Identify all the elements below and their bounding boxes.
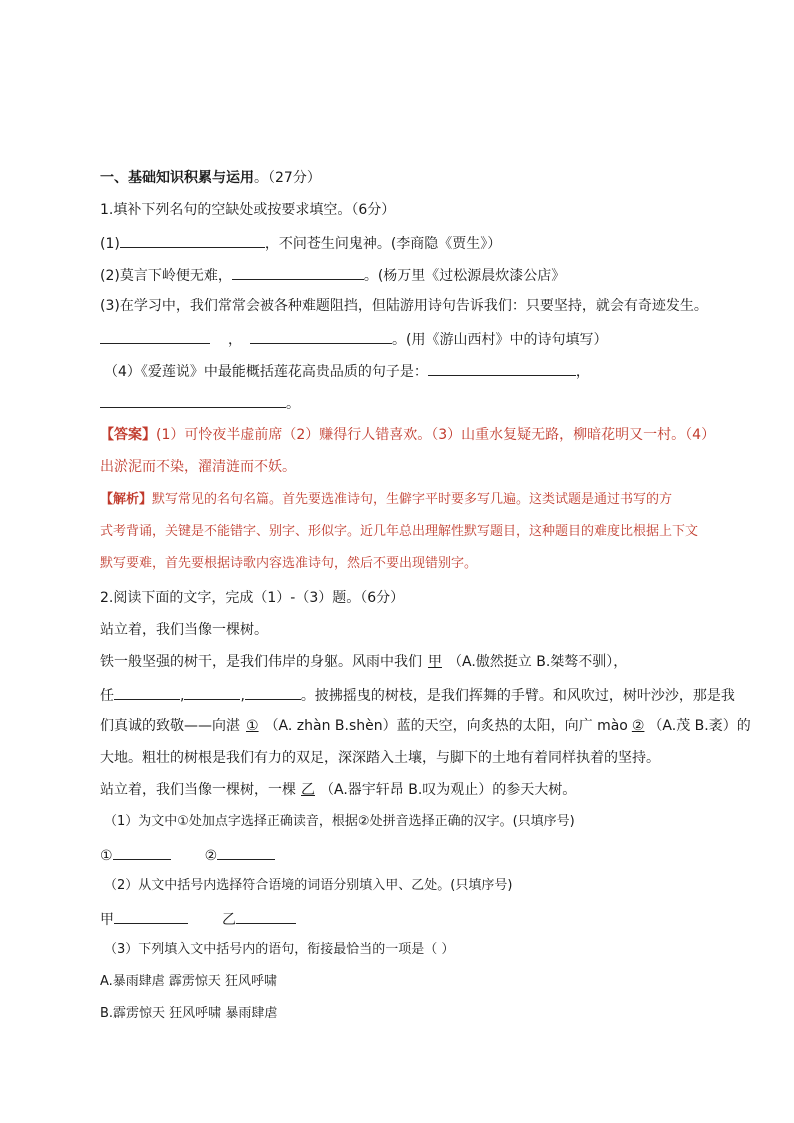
passage-text: 们真诚的致敬——向湛 xyxy=(100,718,240,734)
answer-blank[interactable] xyxy=(428,360,576,376)
passage-text: （A.器宇轩昂 B.叹为观止）的参天大树。 xyxy=(320,782,577,798)
q2-sub2: （2）从文中括号内选择符合语境的词语分别填入甲、乙处。(只填序号) xyxy=(104,878,513,893)
q1-item4 xyxy=(104,360,724,382)
comma: ， xyxy=(575,364,590,380)
q1-item1 xyxy=(100,232,720,254)
passage-text: 任 xyxy=(100,688,114,704)
comma: ， xyxy=(228,332,242,348)
answer-blank[interactable] xyxy=(120,232,265,248)
q2-sub1: （1）为文中①处加点字选择正确读音，根据②处拼音选择正确的汉字。(只填序号) xyxy=(104,814,575,829)
q2-p6 xyxy=(100,780,720,800)
q2-sub3: （3）下列填入文中括号内的语句，衔接最恰当的一项是（ ） xyxy=(104,942,455,957)
analysis-line3: 默写要难，首先要根据诗歌内容选准诗句，然后不要出现错别字。 xyxy=(100,556,478,571)
label-2: ② xyxy=(204,848,218,864)
answer-blank[interactable] xyxy=(250,328,392,344)
option-b[interactable]: B.霹雳惊天 狂风呼啸 暴雨肆虐 xyxy=(100,1006,278,1021)
q1-item4-cont xyxy=(100,392,720,414)
item-text: （4）《爱莲说》中最能概括莲花高贵品质的句子是： xyxy=(104,364,428,380)
q2-sub2-answers xyxy=(100,908,720,930)
section-title: 一、基础知识积累与运用 xyxy=(100,170,254,186)
item-tail: 。(杨万里《过松源晨炊漆公店》 xyxy=(363,268,566,284)
q2-p3: 任 , , 。披拂摇曳的树枝，是我们挥舞的手臂。和风吹过，树叶沙沙，那是我 xyxy=(100,684,720,706)
answer-tag: 【答案】 xyxy=(100,427,156,443)
analysis-tag: 【解析】 xyxy=(100,492,153,507)
passage-text: （A. zhàn B.shèn）蓝的天空，向炙热的太阳，向广 mào xyxy=(264,718,628,734)
q2-sub1-answers xyxy=(100,844,720,866)
q2-p2 xyxy=(100,652,720,672)
answer-blank[interactable] xyxy=(114,684,180,700)
q2-title: 2.阅读下面的文字，完成（1）-（3）题。（6分） xyxy=(100,590,405,606)
option-a[interactable]: A.暴雨肆虐 霹雳惊天 狂风呼啸 xyxy=(100,974,278,989)
q2-p5: 大地。粗壮的树根是我们有力的双足，深深踏入土壤，与脚下的土地有着同样执着的坚持。 xyxy=(100,750,660,766)
answer-line2: 出淤泥而不染，濯清涟而不妖。 xyxy=(100,459,296,475)
marker-2: ② xyxy=(631,718,645,734)
item-text: ，不问苍生问鬼神。(李商隐《贾生》） xyxy=(264,236,502,252)
q1-item2 xyxy=(100,264,720,286)
answer-line1 xyxy=(100,425,720,445)
q1-item3-answer xyxy=(100,328,720,350)
passage-text: 。披拂摇曳的树枝，是我们挥舞的手臂。和风吹过，树叶沙沙，那是我 xyxy=(300,688,735,704)
section-score: 。（27分） xyxy=(254,170,321,186)
blank-jia[interactable]: 甲 xyxy=(428,654,442,670)
label-1: ① xyxy=(100,848,113,864)
answer-blank[interactable] xyxy=(114,908,188,924)
answer-blank[interactable] xyxy=(236,908,296,924)
label-yi: 乙 xyxy=(222,912,236,928)
passage-text: 铁一般坚强的树干，是我们伟岸的身躯。风雨中我们 xyxy=(100,654,422,670)
item-text: (2)莫言下岭便无难， xyxy=(100,268,232,284)
section-heading xyxy=(100,168,720,188)
answer-blank[interactable] xyxy=(100,328,210,344)
q2-p1: 站立着，我们当像一棵树。 xyxy=(100,622,268,638)
period: 。 xyxy=(286,396,300,412)
analysis-line2: 式考背诵，关键是不能错字、别字、形似字。近几年总出理解性默写题目，这种题目的难度比根据上下文 xyxy=(100,524,699,539)
answer-text: (1）可怜夜半虚前席（2）赚得行人错喜欢。（3）山重水复疑无路，柳暗花明又一村。（4） xyxy=(156,427,716,443)
q1-item3: (3)在学习中，我们常常会被各种难题阻挡，但陆游用诗句告诉我们：只要坚持，就会有奇迹发生。 xyxy=(100,298,708,314)
answer-blank[interactable] xyxy=(100,392,286,408)
passage-text: （A.傲然挺立 B.桀骜不驯）， xyxy=(448,654,628,670)
answer-blank[interactable] xyxy=(184,684,240,700)
item-tail: 。(用《游山西村》中的诗句填写） xyxy=(392,332,608,348)
answer-blank[interactable] xyxy=(232,264,364,280)
passage-text: 站立着，我们当像一棵树，一棵 xyxy=(100,782,296,798)
blank-yi[interactable]: 乙 xyxy=(301,782,315,798)
marker-1: ① xyxy=(246,718,259,734)
q2-p4 xyxy=(100,716,751,736)
answer-blank[interactable] xyxy=(217,844,275,860)
label-jia: 甲 xyxy=(100,912,114,928)
passage-text: （A.茂 B.袤）的 xyxy=(648,718,751,734)
answer-blank[interactable] xyxy=(245,684,301,700)
analysis-text: 默写常见的名句名篇。首先要选准诗句，生僻字平时要多写几遍。这类试题是通过书写的方 xyxy=(152,492,673,507)
analysis-line1 xyxy=(100,490,720,510)
answer-blank[interactable] xyxy=(113,844,171,860)
q1-title: 1.填补下列名句的空缺处或按要求填空。（6分） xyxy=(100,202,396,218)
item-number: (1) xyxy=(100,236,120,252)
